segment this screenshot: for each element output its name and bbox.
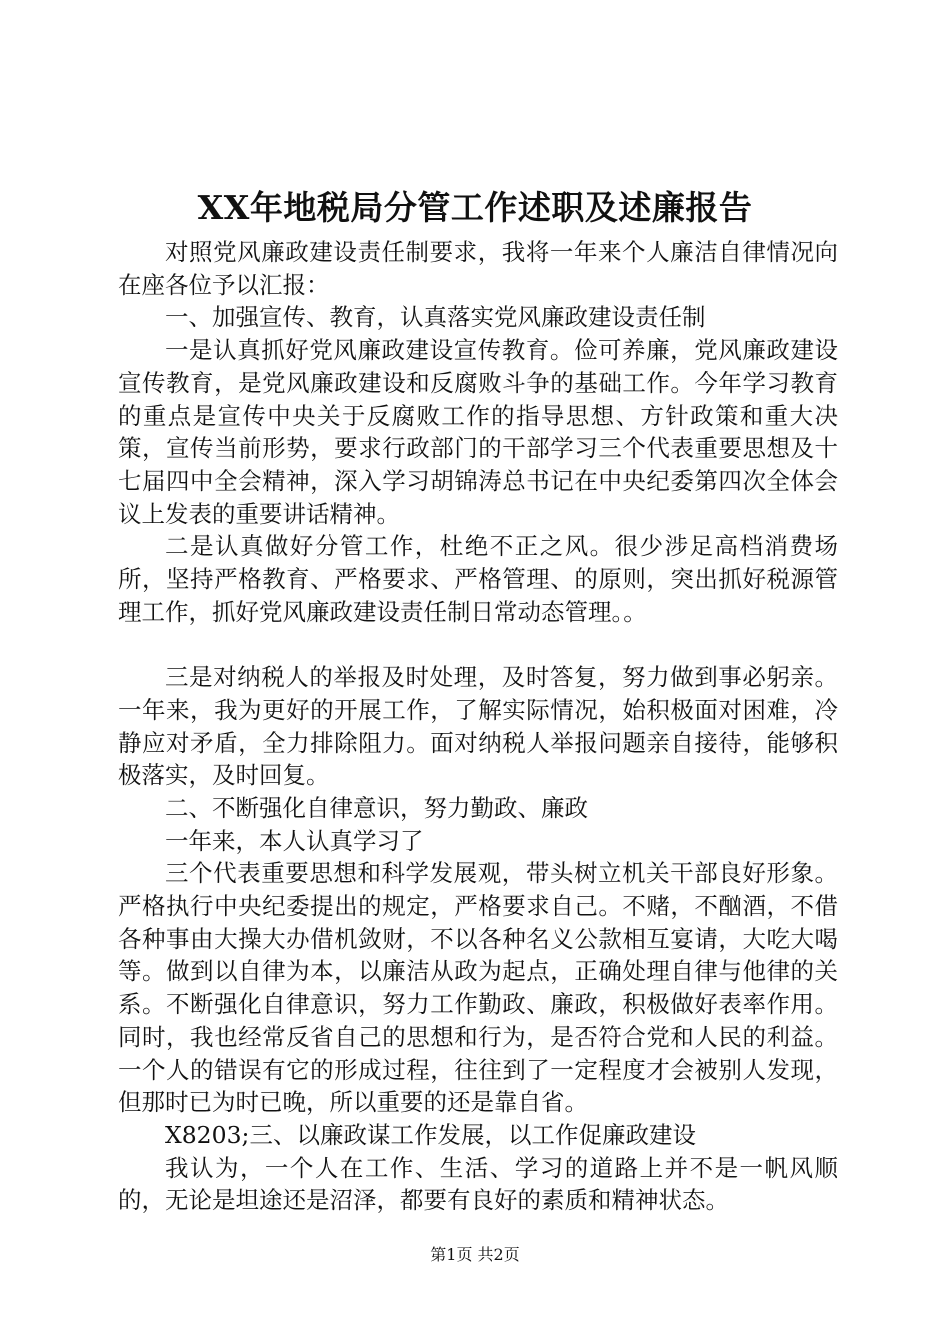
- paragraph-intro: 对照党风廉政建设责任制要求，我将一年来个人廉洁自律情况向在座各位予以汇报：: [118, 238, 838, 299]
- paragraph-item-3: 三是对纳税人的举报及时处理，及时答复，努力做到事必躬亲。一年来，我为更好的开展工作，了解实际情况，始积极面对困难，冷静应对矛盾，全力排除阻力。面对纳税人举报问题亲自接待，能够积极落实，及时回复。: [118, 663, 838, 790]
- blank-line: [118, 628, 838, 661]
- document-body: [118, 236, 838, 1217]
- document-title: XX年地税局分管工作述职及述廉报告: [197, 188, 753, 227]
- paragraph-self-discipline: 三个代表重要思想和科学发展观，带头树立机关干部良好形象。严格执行中央纪委提出的规定，严格要求自己。不赌，不酗酒，不借各种事由大操大办借机敛财，不以各种名义公款相互宴请，大吃大喝等。做到以自律为本，以廉洁从政为起点，正确处理自律与他律的关系。不断强化自律意识，努力工作勤政、廉政，积极做好表率作用。同时，我也经常反省自己的思想和行为，是否符合党和人民的利益。一个人的错误有它的形成过程，往往到了一定程度才会被别人发现，但那时已为时已晚，所以重要的还是靠自省。: [118, 859, 838, 1117]
- section-heading-2: 二、不断强化自律意识，努力勤政、廉政: [165, 793, 588, 822]
- paragraph-closing: 我认为，一个人在工作、生活、学习的道路上并不是一帆风顺的，无论是坦途还是沼泽，都要有良好的素质和精神状态。: [118, 1153, 838, 1215]
- paragraph-study-intro: 一年来，本人认真学习了: [165, 826, 424, 855]
- paragraph-item-1: 一是认真抓好党风廉政建设宣传教育。俭可养廉，党风廉政建设宣传教育，是党风廉政建设和反腐败斗争的基础工作。今年学习教育的重点是宣传中央关于反腐败工作的指导思想、方针政策和重大决策，宣传当前形势，要求行政部门的干部学习三个代表重要思想及十七届四中全会精神，深入学习胡锦涛总书记在中央纪委第四次全体会议上发表的重要讲话精神。: [118, 336, 838, 528]
- page-number-footer: 第1页 共2页: [430, 1245, 520, 1264]
- section-heading-1: 一、加强宣传、教育，认真落实党风廉政建设责任制: [165, 303, 706, 332]
- section-heading-3: X8203;三、以廉政谋工作发展，以工作促廉政建设: [165, 1120, 696, 1149]
- paragraph-item-2: 二是认真做好分管工作，杜绝不正之风。很少涉足高档消费场所，坚持严格教育、严格要求、严格管理、的原则，突出抓好税源管理工作，抓好党风廉政建设责任制日常动态管理。。: [118, 532, 838, 626]
